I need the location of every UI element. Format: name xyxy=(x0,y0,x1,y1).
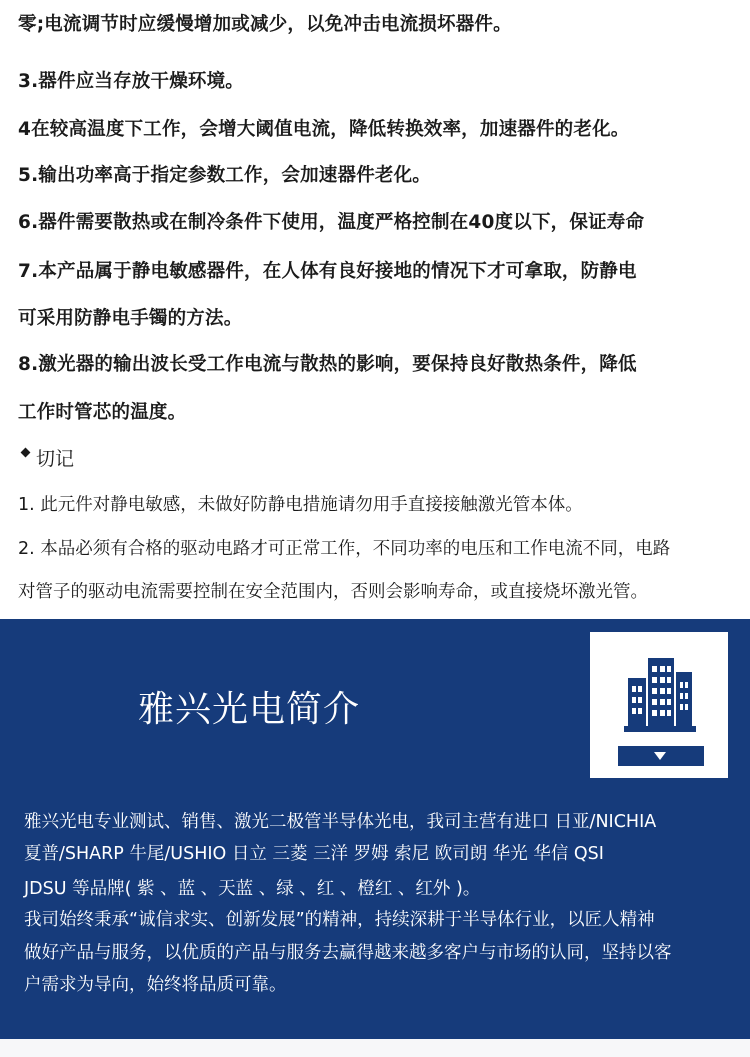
building-icon xyxy=(590,632,728,778)
precaution-line: 零;电流调节时应缓慢增加或减少，以免冲击电流损坏器件。 xyxy=(18,14,512,35)
intro-line: JDSU 等品牌( 紫 、蓝 、天蓝 、绿 、红 、橙红 、红外 )。 xyxy=(24,879,481,899)
diamond-bullet-icon xyxy=(21,448,31,458)
intro-line: 夏普/SHARP 牛尾/USHIO 日立 三菱 三洋 罗姆 索尼 欧司朗 华光 华信 QSI xyxy=(24,844,604,864)
intro-line: 我司始终秉承“诚信求实、创新发展”的精神，持续深耕于半导体行业，以匠人精神 xyxy=(24,910,655,930)
precaution-line: 5.输出功率高于指定参数工作，会加速器件老化。 xyxy=(18,165,432,186)
precaution-line: 8.激光器的输出波长受工作电流与散热的影响，要保持良好散热条件，降低 xyxy=(18,354,637,375)
caution-line: 1. 此元件对静电敏感，未做好防静电措施请勿用手直接接触激光管本体。 xyxy=(18,495,583,515)
caution-line: 2. 本品必须有合格的驱动电路才可正常工作，不同功率的电压和工作电流不同，电路 xyxy=(18,539,671,559)
precaution-line: 4在较高温度下工作，会增大阈值电流，降低转换效率，加速器件的老化。 xyxy=(18,119,630,140)
intro-line: 做好产品与服务，以优质的产品与服务去赢得越来越多客户与市场的认同，坚持以客 xyxy=(24,943,672,963)
precaution-line: 7.本产品属于静电敏感器件，在人体有良好接地的情况下才可拿取，防静电 xyxy=(18,261,637,282)
precaution-line: 工作时管芯的温度。 xyxy=(18,402,187,423)
footer-strip xyxy=(0,1039,750,1057)
precaution-line: 3.器件应当存放干燥环境。 xyxy=(18,71,245,92)
caution-line: 对管子的驱动电流需要控制在安全范围内，否则会影响寿命，或直接烧坏激光管。 xyxy=(18,582,648,602)
caution-heading-text: 切记 xyxy=(36,448,75,470)
intro-line: 雅兴光电专业测试、销售、激光二极管半导体光电，我司主营有进口 日亚/NICHIA xyxy=(24,812,657,832)
precaution-line: 6.器件需要散热或在制冷条件下使用，温度严格控制在40度以下，保证寿命 xyxy=(18,212,645,233)
caution-heading xyxy=(22,444,74,471)
intro-line: 户需求为导向，始终将品质可靠。 xyxy=(24,975,287,995)
company-intro-panel xyxy=(0,619,750,1039)
company-title: 雅兴光电简介 xyxy=(138,689,361,730)
precaution-line: 可采用防静电手镯的方法。 xyxy=(18,308,243,329)
